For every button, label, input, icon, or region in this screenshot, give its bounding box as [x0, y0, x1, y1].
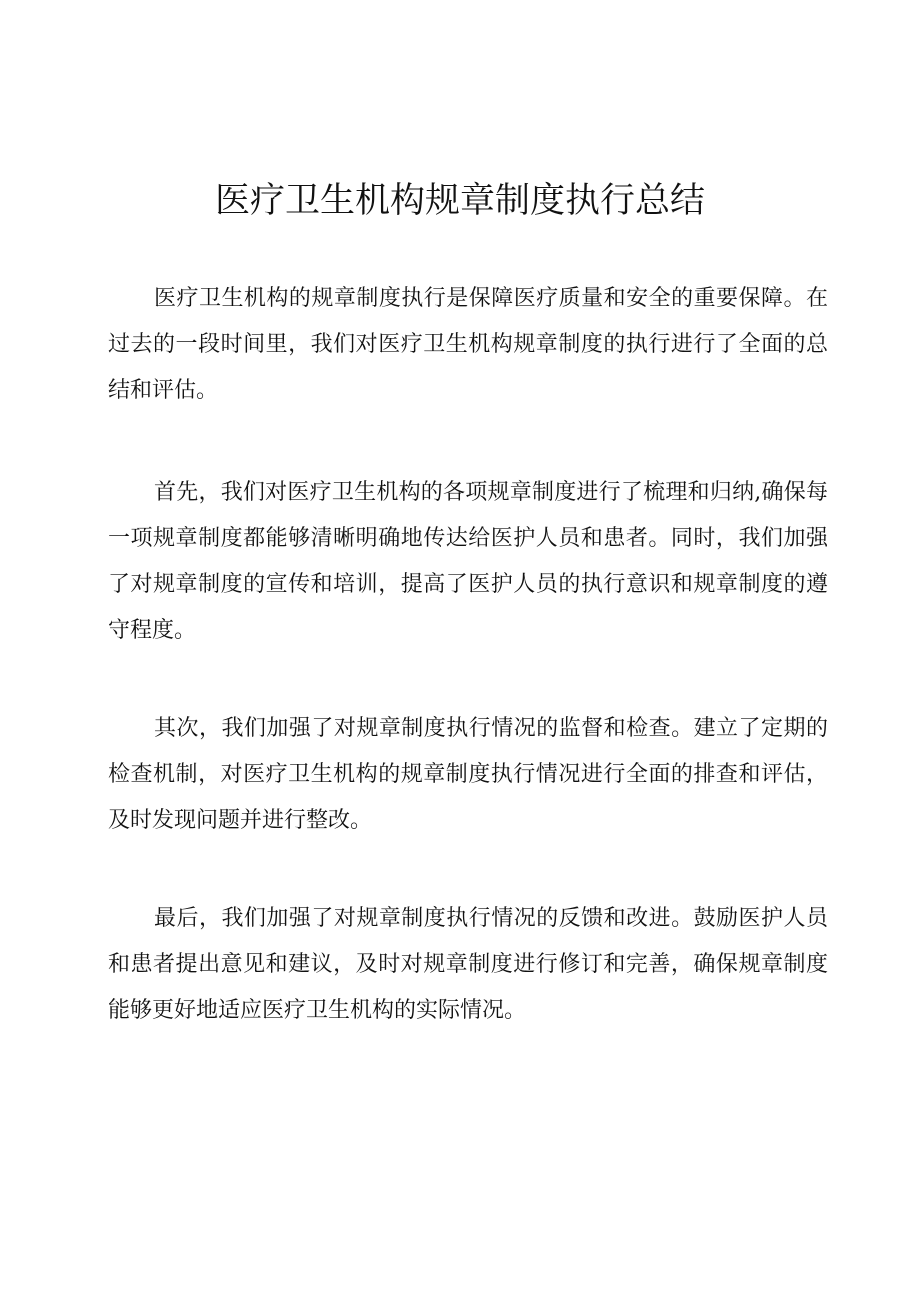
paragraph-intro: 医疗卫生机构的规章制度执行是保障医疗质量和安全的重要保障。在过去的一段时间里，我们对医疗卫生机构规章制度的执行进行了全面的总结和评估。	[108, 286, 828, 403]
paragraph-second: 其次，我们加强了对规章制度执行情况的监督和检查。建立了定期的检查机制，对医疗卫生机构的规章制度执行情况进行全面的排查和评估，及时发现问题并进行整改。	[108, 716, 828, 833]
document-title: 医疗卫生机构规章制度执行总结	[214, 181, 705, 221]
paragraph-final: 最后，我们加强了对规章制度执行情况的反馈和改进。鼓励医护人员和患者提出意见和建议，及时对规章制度进行修订和完善，确保规章制度能够更好地适应医疗卫生机构的实际情况。	[108, 906, 828, 1023]
paragraph-first: 首先，我们对医疗卫生机构的各项规章制度进行了梳理和归纳,确保每一项规章制度都能够清晰明确地传达给医护人员和患者。同时，我们加强了对规章制度的宣传和培训，提高了医护人员的执行意识和规章制度的遵守程度。	[108, 480, 828, 643]
